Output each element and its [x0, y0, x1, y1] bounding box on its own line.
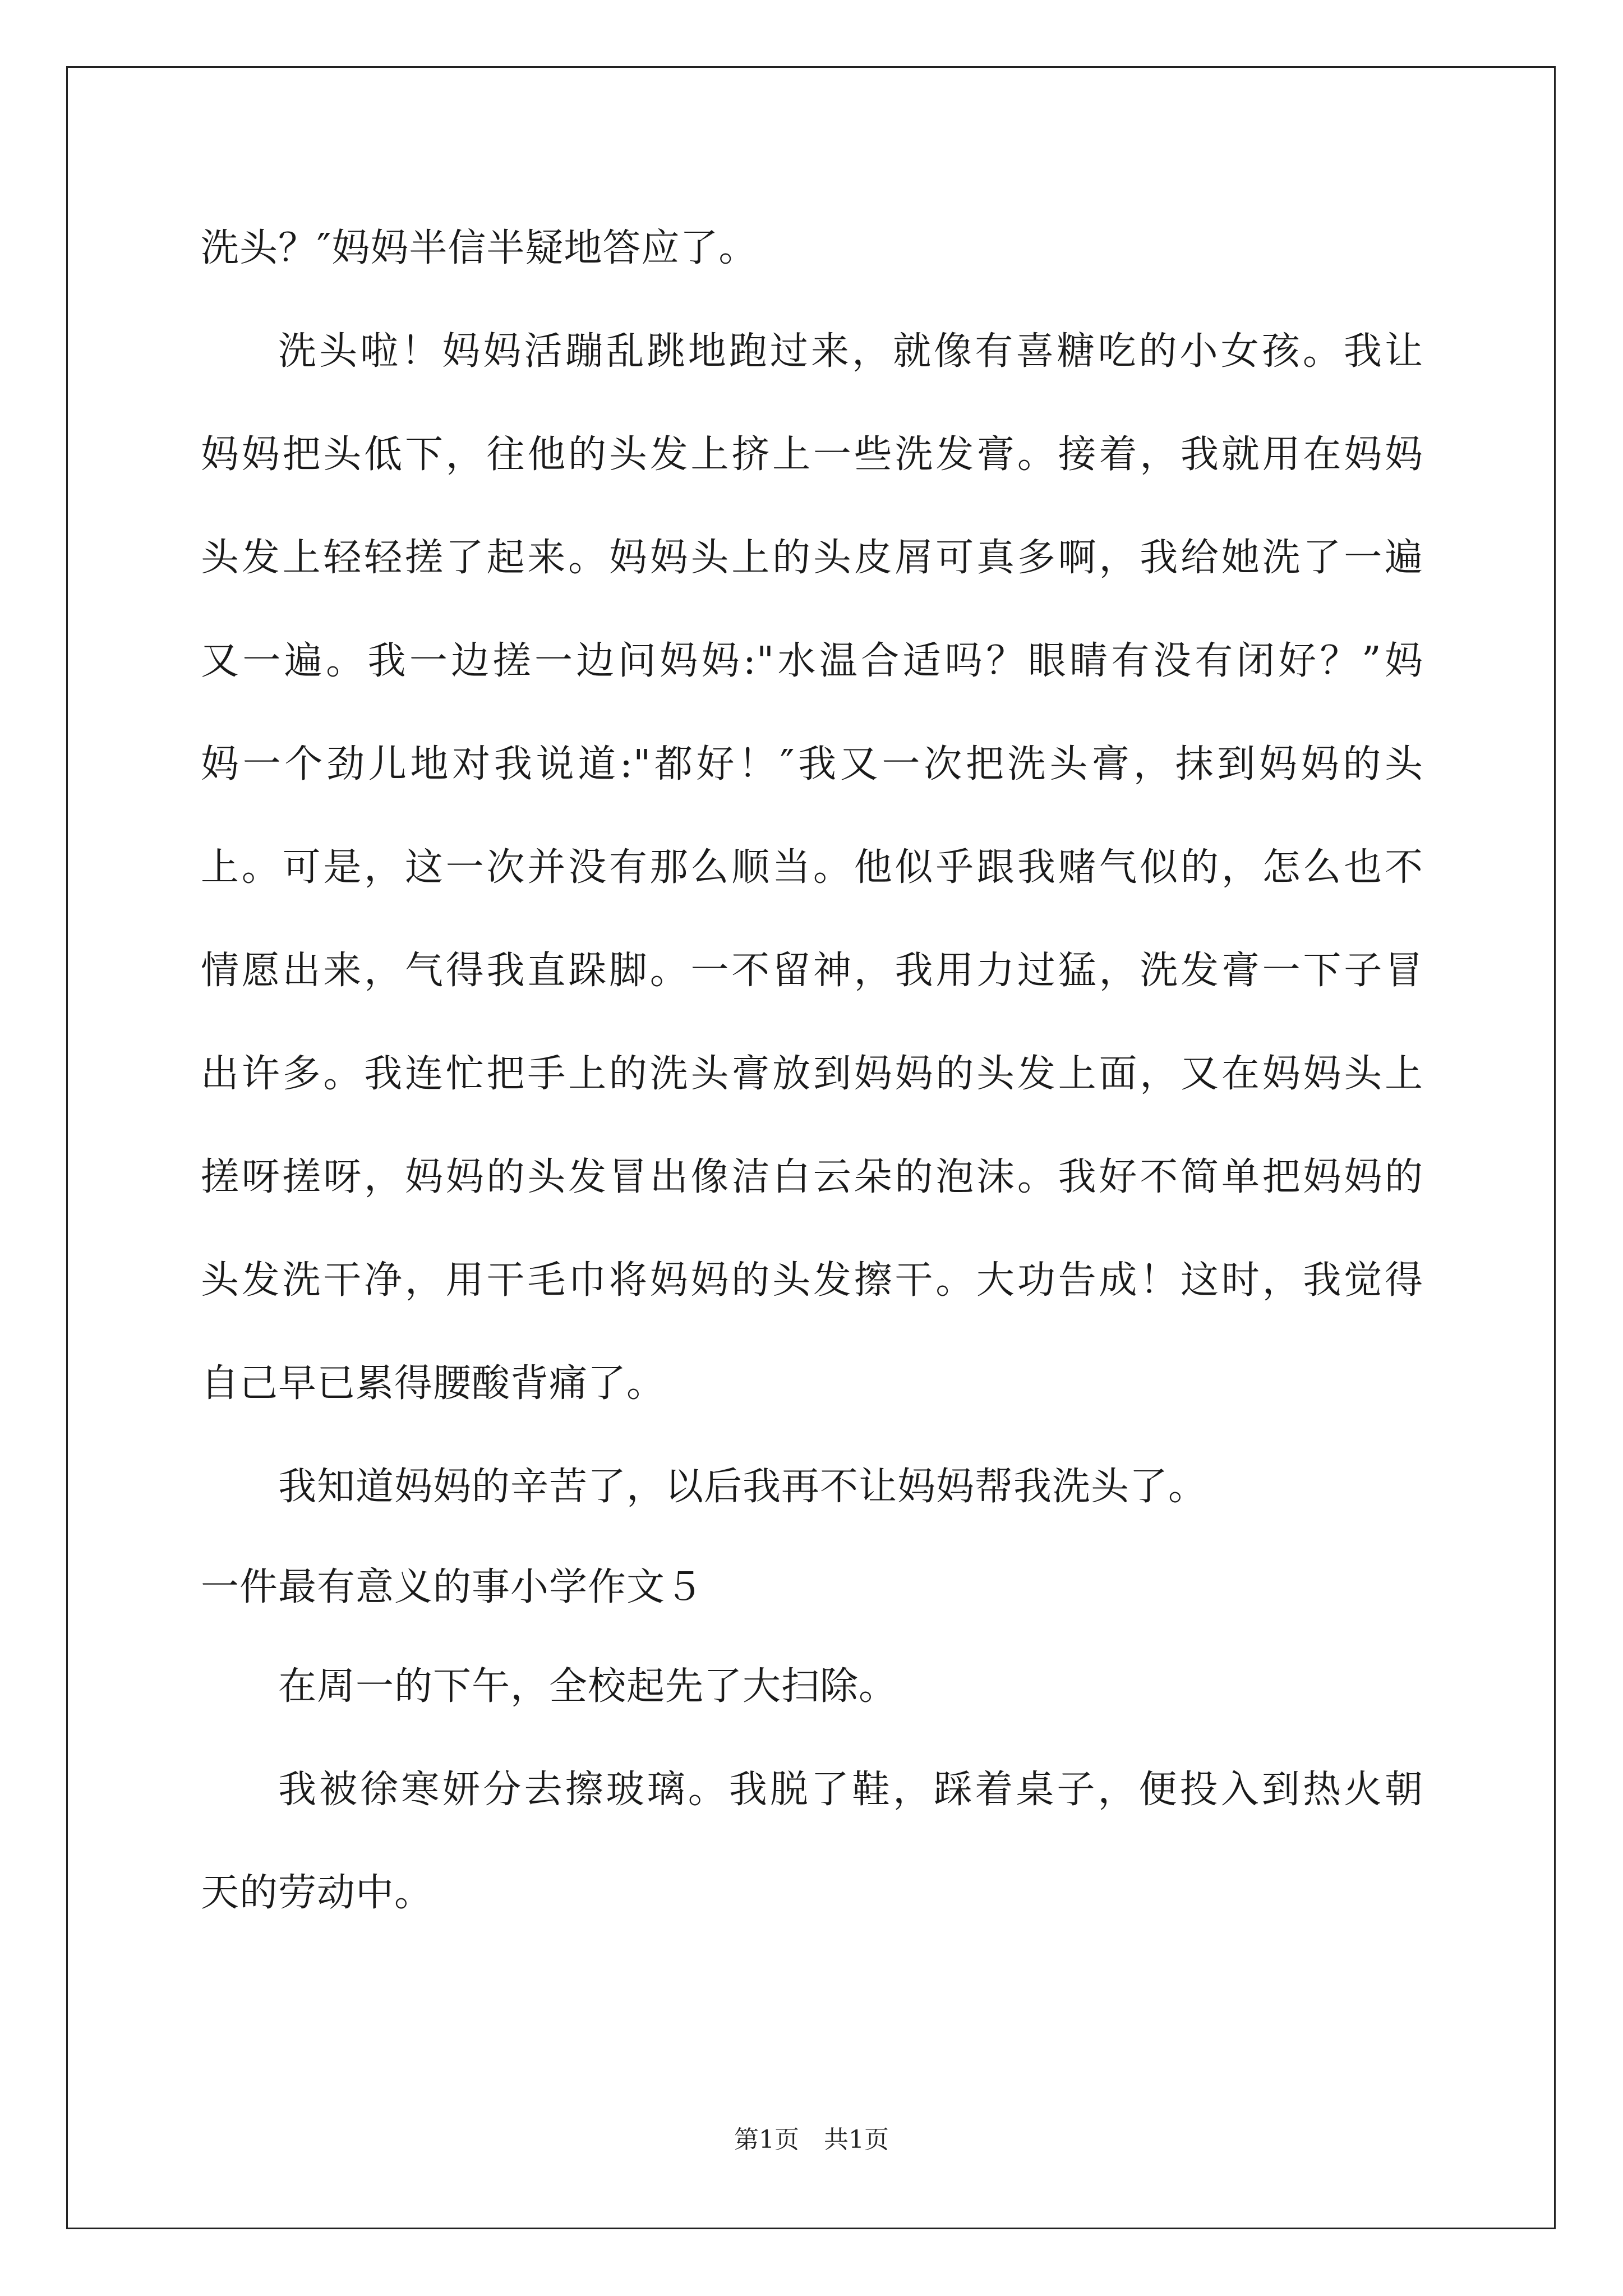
- section-heading: 一件最有意义的事小学作文５: [201, 1565, 704, 1609]
- text-line: 搓呀搓呀，妈妈的头发冒出像洁白云朵的泡沫。我好不简单把妈妈的: [201, 1155, 1423, 1199]
- paragraph-first-line: 在周一的下午，全校起先了大扫除。: [278, 1664, 898, 1709]
- text-line: 出许多。我连忙把手上的洗头膏放到妈妈的头发上面，又在妈妈头上: [201, 1052, 1423, 1096]
- text-line: 洗头？″妈妈半信半疑地答应了。: [201, 226, 758, 270]
- text-line: 妈一个劲儿地对我说道:"都好！″我又一次把洗头膏，抹到妈妈的头: [201, 742, 1423, 786]
- text-line: 自己早已累得腰酸背痛了。: [201, 1361, 666, 1406]
- text-line: 妈妈把头低下，往他的头发上挤上一些洗发膏。接着，我就用在妈妈: [201, 432, 1423, 477]
- page-number-footer: 第1页 共1页: [734, 2125, 889, 2154]
- text-line: 上。可是，这一次并没有那么顺当。他似乎跟我赌气似的，怎么也不: [201, 845, 1423, 890]
- text-line: 天的劳动中。: [201, 1871, 434, 1915]
- text-line: 又一遍。我一边搓一边问妈妈:"水温合适吗？眼睛有没有闭好？”妈: [201, 639, 1423, 683]
- text-line: 头发洗干净，用干毛巾将妈妈的头发擦干。大功告成！这时，我觉得: [201, 1258, 1423, 1303]
- paragraph-first-line: 我被徐寒妍分去擦玻璃。我脱了鞋，踩着桌子，便投入到热火朝: [278, 1768, 1423, 1812]
- text-line: 头发上轻轻搓了起来。妈妈头上的头皮屑可真多啊，我给她洗了一遍: [201, 536, 1423, 580]
- paragraph-first-line: 洗头啦！妈妈活蹦乱跳地跑过来，就像有喜糖吃的小女孩。我让: [278, 329, 1423, 374]
- text-line: 情愿出来，气得我直跺脚。一不留神，我用力过猛，洗发膏一下子冒: [201, 949, 1423, 993]
- paragraph-first-line: 我知道妈妈的辛苦了，以后我再不让妈妈帮我洗头了。: [278, 1465, 1207, 1509]
